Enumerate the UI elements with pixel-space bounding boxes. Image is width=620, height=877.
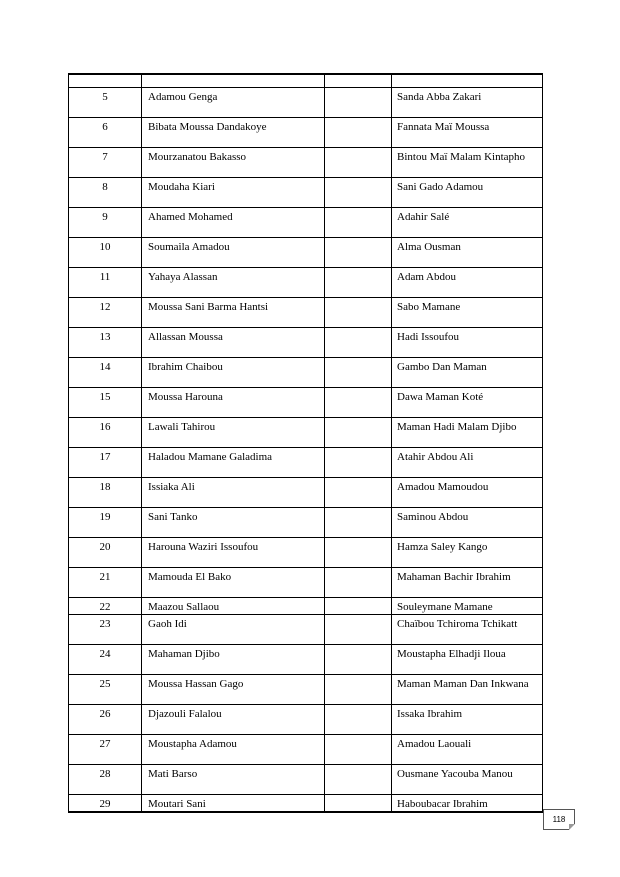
row-number: 19 xyxy=(69,508,142,538)
participant-name: Moussa Hassan Gago xyxy=(142,675,325,705)
participant-name: Moudaha Kiari xyxy=(142,178,325,208)
table-row xyxy=(69,735,543,765)
header-cell xyxy=(69,74,142,88)
participant-name: Mahaman Djibo xyxy=(142,645,325,675)
participant-name: Moustapha Adamou xyxy=(142,735,325,765)
empty-cell xyxy=(325,388,392,418)
participant-name: Moussa Sani Barma Hantsi xyxy=(142,298,325,328)
respondent-name: Bintou Maï Malam Kintapho xyxy=(392,148,543,178)
respondent-name: Sabo Mamane xyxy=(392,298,543,328)
table-row xyxy=(69,538,543,568)
respondent-name: Amadou Mamoudou xyxy=(392,478,543,508)
row-number: 22 xyxy=(69,598,142,615)
respondent-name: Maman Hadi Malam Djibo xyxy=(392,418,543,448)
respondent-name: Alma Ousman xyxy=(392,238,543,268)
row-number: 25 xyxy=(69,675,142,705)
empty-cell xyxy=(325,478,392,508)
table-row xyxy=(69,765,543,795)
participant-name: Haladou Mamane Galadima xyxy=(142,448,325,478)
page-number: 118 xyxy=(552,815,566,824)
empty-cell xyxy=(325,238,392,268)
respondent-name: Ousmane Yacouba Manou xyxy=(392,765,543,795)
empty-cell xyxy=(325,508,392,538)
participant-name: Moussa Harouna xyxy=(142,388,325,418)
row-number: 16 xyxy=(69,418,142,448)
table-row xyxy=(69,675,543,705)
row-number: 21 xyxy=(69,568,142,598)
table-row xyxy=(69,418,543,448)
respondent-name: Amadou Laouali xyxy=(392,735,543,765)
empty-cell xyxy=(325,298,392,328)
empty-cell xyxy=(325,358,392,388)
row-number: 28 xyxy=(69,765,142,795)
respondent-name: Adam Abdou xyxy=(392,268,543,298)
participant-name: Mati Barso xyxy=(142,765,325,795)
participant-name: Mamouda El Bako xyxy=(142,568,325,598)
empty-cell xyxy=(325,765,392,795)
folded-corner-icon xyxy=(569,824,575,830)
row-number: 5 xyxy=(69,88,142,118)
table-row xyxy=(69,598,543,615)
empty-cell xyxy=(325,148,392,178)
table-row xyxy=(69,358,543,388)
row-number: 13 xyxy=(69,328,142,358)
header-cell xyxy=(142,74,325,88)
participant-name: Moutari Sani xyxy=(142,795,325,813)
empty-cell xyxy=(325,705,392,735)
table-row xyxy=(69,178,543,208)
respondent-name: Chaïbou Tchiroma Tchikatt xyxy=(392,615,543,645)
respondent-name: Issaka Ibrahim xyxy=(392,705,543,735)
participant-name: Mourzanatou Bakasso xyxy=(142,148,325,178)
participant-name: Yahaya Alassan xyxy=(142,268,325,298)
table-row xyxy=(69,615,543,645)
respondent-name: Saminou Abdou xyxy=(392,508,543,538)
participant-name: Issiaka Ali xyxy=(142,478,325,508)
empty-cell xyxy=(325,675,392,705)
empty-cell xyxy=(325,568,392,598)
table-row xyxy=(69,118,543,148)
empty-cell xyxy=(325,615,392,645)
empty-cell xyxy=(325,118,392,148)
table-row xyxy=(69,448,543,478)
table-row xyxy=(69,388,543,418)
table-row xyxy=(69,148,543,178)
empty-cell xyxy=(325,328,392,358)
empty-cell xyxy=(325,418,392,448)
empty-cell xyxy=(325,178,392,208)
participant-name: Soumaila Amadou xyxy=(142,238,325,268)
row-number: 23 xyxy=(69,615,142,645)
table-row xyxy=(69,298,543,328)
row-number: 7 xyxy=(69,148,142,178)
row-number: 12 xyxy=(69,298,142,328)
empty-cell xyxy=(325,268,392,298)
row-number: 24 xyxy=(69,645,142,675)
empty-cell xyxy=(325,448,392,478)
respondent-name: Haboubacar Ibrahim xyxy=(392,795,543,813)
respondent-name: Adahir Salé xyxy=(392,208,543,238)
row-number: 26 xyxy=(69,705,142,735)
table-header-row xyxy=(69,74,543,88)
row-number: 8 xyxy=(69,178,142,208)
respondent-name: Sani Gado Adamou xyxy=(392,178,543,208)
table-row xyxy=(69,705,543,735)
row-number: 10 xyxy=(69,238,142,268)
empty-cell xyxy=(325,88,392,118)
participant-name: Gaoh Idi xyxy=(142,615,325,645)
row-number: 14 xyxy=(69,358,142,388)
participant-name: Maazou Sallaou xyxy=(142,598,325,615)
empty-cell xyxy=(325,598,392,615)
table-row xyxy=(69,208,543,238)
respondent-name: Mahaman Bachir Ibrahim xyxy=(392,568,543,598)
participant-name: Allassan Moussa xyxy=(142,328,325,358)
respondent-name: Maman Maman Dan Inkwana xyxy=(392,675,543,705)
table-row xyxy=(69,328,543,358)
table-row xyxy=(69,238,543,268)
empty-cell xyxy=(325,645,392,675)
participant-name: Sani Tanko xyxy=(142,508,325,538)
row-number: 27 xyxy=(69,735,142,765)
respondent-name: Hamza Saley Kango xyxy=(392,538,543,568)
respondent-name: Fannata Maï Moussa xyxy=(392,118,543,148)
respondent-name: Atahir Abdou Ali xyxy=(392,448,543,478)
table-row xyxy=(69,268,543,298)
empty-cell xyxy=(325,795,392,813)
row-number: 9 xyxy=(69,208,142,238)
respondent-name: Hadi Issoufou xyxy=(392,328,543,358)
empty-cell xyxy=(325,208,392,238)
participant-name: Lawali Tahirou xyxy=(142,418,325,448)
header-cell xyxy=(325,74,392,88)
row-number: 18 xyxy=(69,478,142,508)
row-number: 6 xyxy=(69,118,142,148)
respondent-name: Souleymane Mamane xyxy=(392,598,543,615)
participant-name: Harouna Waziri Issoufou xyxy=(142,538,325,568)
respondent-name: Dawa Maman Koté xyxy=(392,388,543,418)
row-number: 17 xyxy=(69,448,142,478)
participants-table xyxy=(68,73,543,813)
respondent-name: Gambo Dan Maman xyxy=(392,358,543,388)
row-number: 20 xyxy=(69,538,142,568)
table-row xyxy=(69,795,543,813)
participant-name: Bibata Moussa Dandakoye xyxy=(142,118,325,148)
participant-name: Ahamed Mohamed xyxy=(142,208,325,238)
table-row xyxy=(69,88,543,118)
header-cell xyxy=(392,74,543,88)
participant-name: Ibrahim Chaibou xyxy=(142,358,325,388)
respondent-name: Moustapha Elhadji Iloua xyxy=(392,645,543,675)
empty-cell xyxy=(325,735,392,765)
participant-name: Adamou Genga xyxy=(142,88,325,118)
row-number: 15 xyxy=(69,388,142,418)
respondent-name: Sanda Abba Zakari xyxy=(392,88,543,118)
table-row xyxy=(69,645,543,675)
table-body xyxy=(69,74,543,812)
table-row xyxy=(69,568,543,598)
empty-cell xyxy=(325,538,392,568)
page-number-box xyxy=(543,809,575,830)
table-row xyxy=(69,508,543,538)
participant-name: Djazouli Falalou xyxy=(142,705,325,735)
row-number: 11 xyxy=(69,268,142,298)
row-number: 29 xyxy=(69,795,142,813)
table-row xyxy=(69,478,543,508)
